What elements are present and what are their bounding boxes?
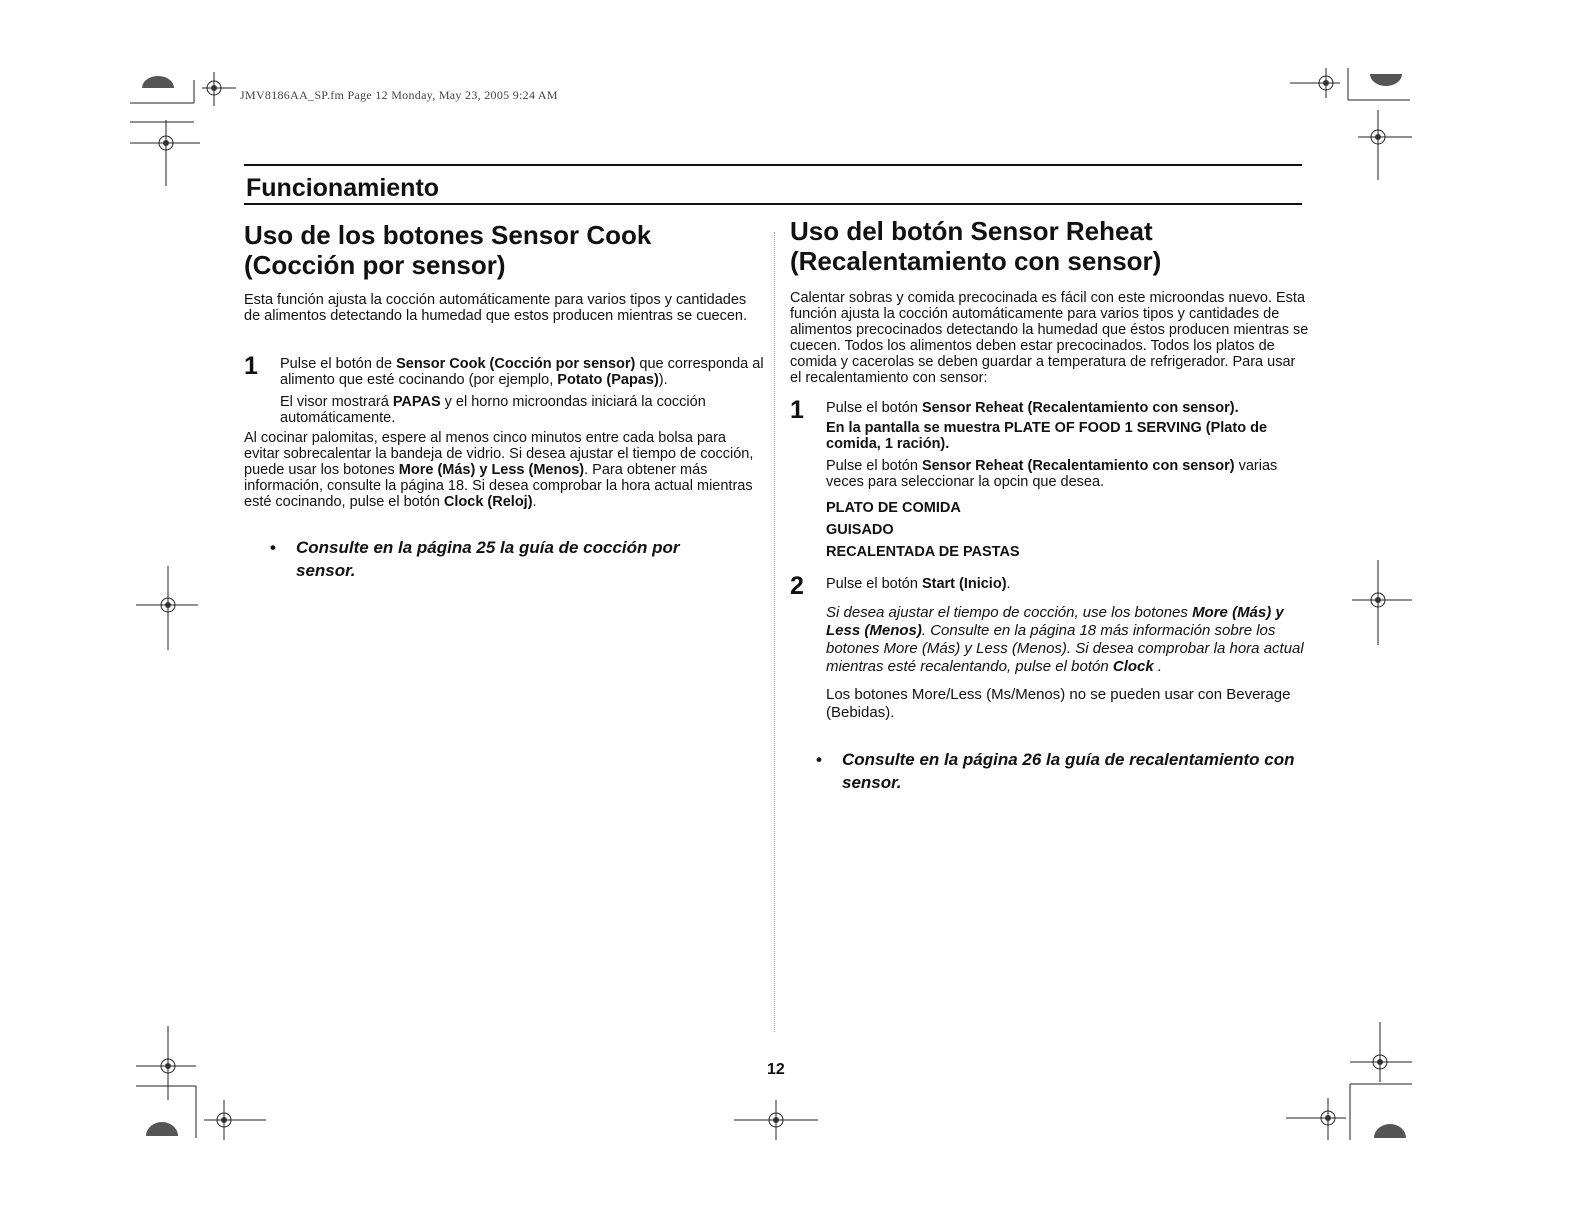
clock-label: Clock (1112, 658, 1154, 675)
right-step-2-beverage-note: Los botones More/Less (Ms/Menos) no se pueden usar con Beverage (Bebidas). (826, 686, 1291, 721)
text: y el horno microondas iniciará la cocción automáticamente. (280, 394, 706, 426)
text: Si desea ajustar el tiempo de cocción, use los botones (826, 604, 1193, 621)
text: . (1153, 658, 1163, 675)
step-number: 1 (244, 352, 258, 380)
right-step-1-text (826, 400, 1310, 416)
right-step-1-repeat (826, 458, 1310, 490)
text: . (1006, 576, 1011, 592)
right-step-2 (790, 572, 1310, 722)
left-bullet (244, 536, 736, 582)
text: . Para obtener más información, consulte la página 18. Si desea comprobar la hora actual mientras esté cocinando, pulse el botón (244, 462, 753, 510)
left-heading-line2: (Cocción por sensor) (244, 250, 506, 280)
potato-label: Potato (Papas) (557, 372, 659, 388)
header-rule-top (244, 164, 1302, 166)
text: El visor mostrará (280, 394, 393, 410)
option-pastas: RECALENTADA DE PASTAS (826, 544, 1020, 560)
more-less-label: More (Más) y Less (Menos) (826, 604, 1284, 639)
sensor-cook-label: Sensor Cook (Cocción por sensor) (396, 356, 636, 372)
page-number: 12 (767, 1061, 785, 1078)
text: ). (658, 372, 668, 388)
text: . Consulte en la página 18 más información sobre los botones More (Más) y Less (Menos). Si desea comprobar la hora actual mientras esté recalentando, pulse el botón (826, 622, 1304, 675)
left-heading (244, 220, 764, 280)
right-bullet (790, 748, 1312, 794)
more-less-label: More (Más) y Less (Menos) (398, 462, 585, 478)
left-note (244, 430, 764, 510)
text: Pulse el botón de (280, 356, 397, 372)
text: que corresponda al alimento que esté cocinando (por ejemplo, (280, 356, 764, 388)
left-column (244, 220, 764, 582)
right-step-2-text (826, 576, 1310, 592)
text: . (532, 494, 537, 510)
column-divider (774, 232, 775, 1032)
step-number: 1 (790, 396, 804, 424)
right-bullet-text: Consulte en la página 26 la guía de recalentamiento con sensor. (842, 750, 1295, 792)
papas-label: PAPAS (392, 394, 441, 410)
text: varias veces para seleccionar la opcin que desea. (826, 458, 1278, 490)
bullet-dot: • (270, 538, 276, 557)
right-heading (790, 216, 1310, 276)
text: Pulse el botón (826, 400, 922, 416)
right-intro: Calentar sobras y comida precocinada es fácil con este microondas nuevo. Esta función ajusta la cocción automáticamente para varios tipos y cantidades de alimentos precocinados detectando la humedad que éstos producen mientras se cuecen. Todos los alimentos deben estar precocinados. Todos los platos de comida y cacerolas se deben guardar a temperatura de refrigerador. Para usar el recalentamiento con sensor: (790, 290, 1309, 386)
right-step-1 (790, 396, 1310, 560)
left-step-1-text (280, 356, 764, 388)
section-title: Funcionamiento (246, 174, 440, 202)
file-info: JMV8186AA_SP.fm Page 12 Monday, May 23, 2005 9:24 AM (240, 88, 558, 102)
bullet-dot: • (816, 750, 822, 769)
right-column (790, 216, 1310, 794)
right-step-2-italic-note (826, 604, 1310, 676)
option-guisado: GUISADO (826, 522, 894, 538)
text: Pulse el botón (826, 576, 922, 592)
right-heading-line2: (Recalentamiento con sensor) (790, 246, 1162, 276)
start-label: Start (Inicio) (921, 576, 1007, 592)
right-step-1-display: En la pantalla se muestra PLATE OF FOOD 1 SERVING (Plato de comida, 1 ración). (826, 420, 1268, 452)
step-number: 2 (790, 572, 804, 600)
left-step-1-display (280, 394, 764, 426)
left-heading-line1: Uso de los botones Sensor Cook (244, 220, 652, 250)
left-step-1 (244, 352, 764, 426)
sensor-reheat-label: Sensor Reheat (Recalentamiento con sensor). (921, 400, 1239, 416)
option-plato: PLATO DE COMIDA (826, 500, 961, 516)
text: Pulse el botón (826, 458, 922, 474)
left-bullet-text: Consulte en la página 25 la guía de cocción por sensor. (296, 538, 680, 580)
header-rule-bottom (244, 203, 1302, 205)
clock-label: Clock (Reloj) (443, 494, 533, 510)
text: Al cocinar palomitas, espere al menos cinco minutos entre cada bolsa para evitar sobrecalentar la bandeja de vidrio. Si desea ajustar el tiempo de cocción, puede usar los botones (244, 430, 754, 478)
sensor-reheat-label: Sensor Reheat (Recalentamiento con sensor) (921, 458, 1235, 474)
left-intro: Esta función ajusta la cocción automáticamente para varios tipos y cantidades de alimentos detectando la humedad que estos producen mientras se cuecen. (244, 292, 747, 324)
right-heading-line1: Uso del botón Sensor Reheat (790, 216, 1153, 246)
